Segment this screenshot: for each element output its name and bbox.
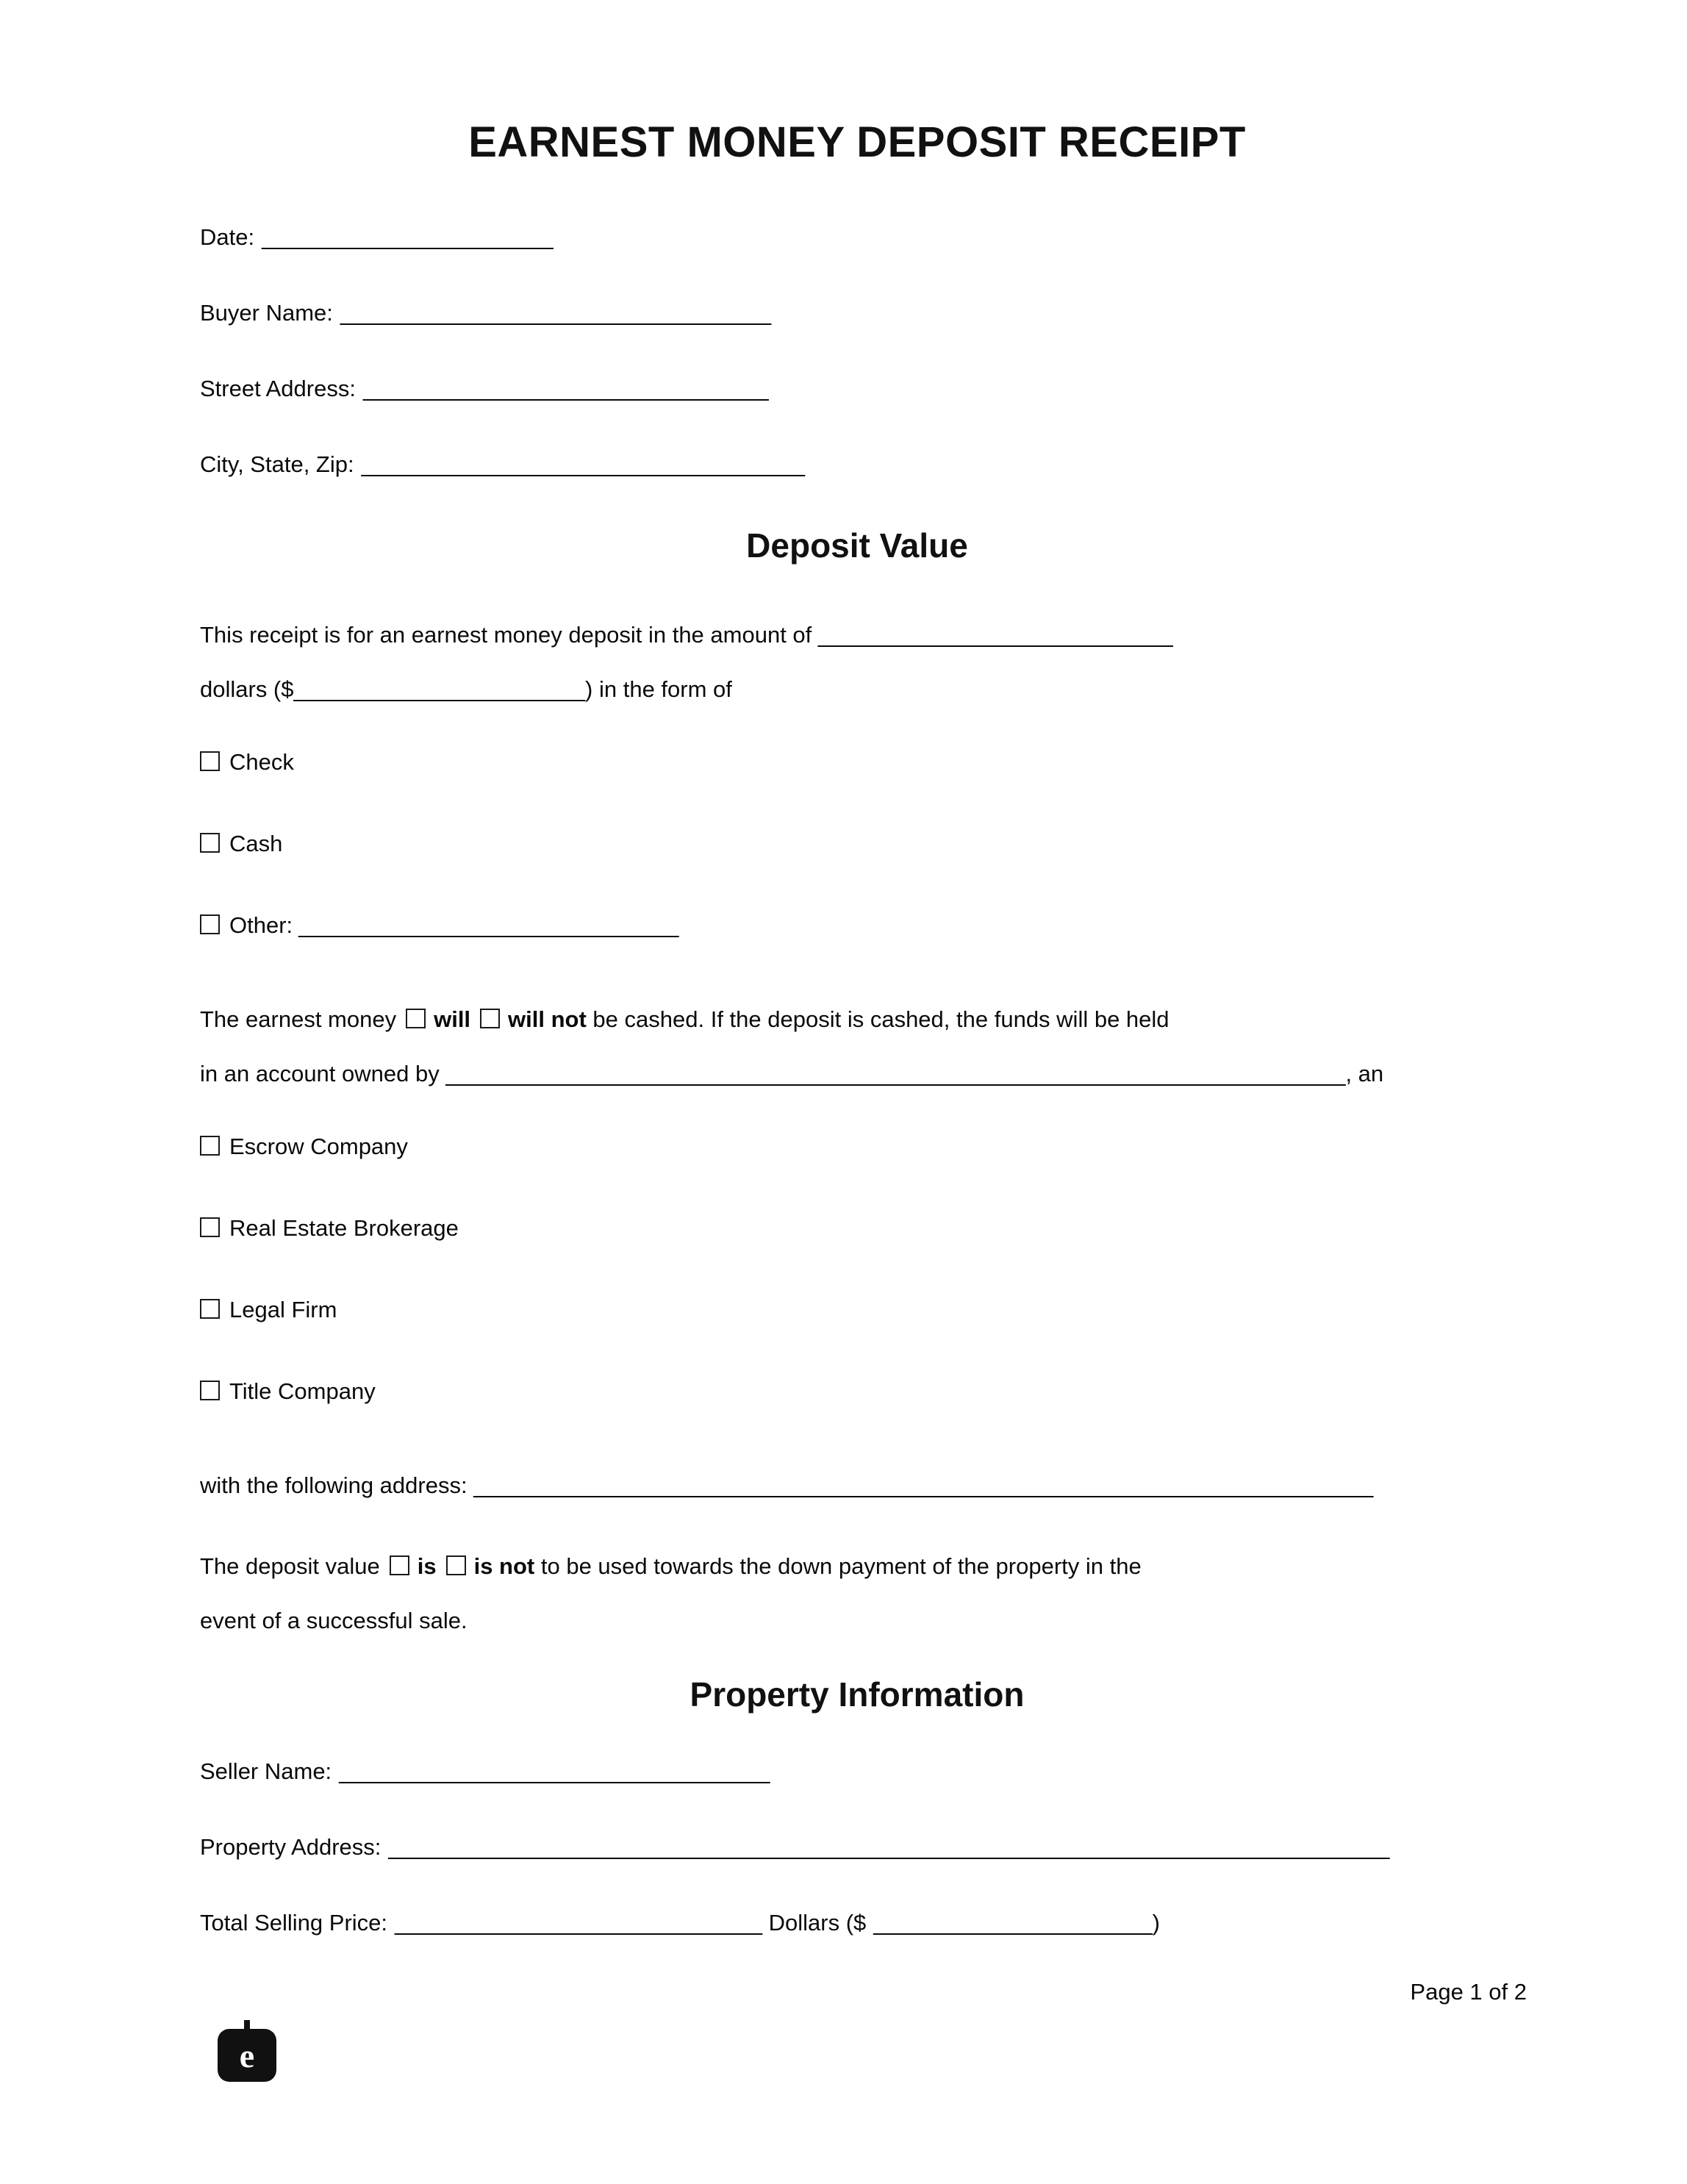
total-selling-price-field-row xyxy=(200,1908,1514,1938)
is-option-label: is xyxy=(417,1553,437,1579)
eforms-logo xyxy=(218,2020,276,2082)
real-estate-brokerage-checkbox-icon[interactable] xyxy=(200,1217,220,1237)
holder-option-title-company-label: Title Company xyxy=(229,1378,376,1404)
escrow-company-checkbox-icon[interactable] xyxy=(200,1136,220,1156)
cash-checkbox-icon[interactable] xyxy=(200,833,220,853)
document-title: EARNEST MONEY DEPOSIT RECEIPT xyxy=(468,118,1246,166)
title-company-checkbox-icon[interactable] xyxy=(200,1381,220,1400)
will-checkbox-icon[interactable] xyxy=(406,1009,426,1028)
other-checkbox-icon[interactable] xyxy=(200,914,220,934)
property-address-label: Property Address: xyxy=(200,1834,382,1860)
total-selling-price-label: Total Selling Price: xyxy=(200,1910,388,1936)
amount-words-blank[interactable]: ____________________________ xyxy=(817,622,1173,648)
price-close-paren: ) xyxy=(1152,1910,1160,1936)
deposit-intro-text-1: This receipt is for an earnest money deposit in the amount of xyxy=(200,622,818,648)
holder-address-line xyxy=(200,1458,1514,1513)
deposit-value-heading: Deposit Value xyxy=(746,526,968,565)
street-address-blank[interactable]: ________________________________ xyxy=(362,376,769,401)
holder-option-escrow-label: Escrow Company xyxy=(229,1134,408,1159)
will-not-option-label: will not xyxy=(508,1006,587,1032)
cashed-clause-text-2: be cashed. If the deposit is cashed, the funds will be held xyxy=(586,1006,1170,1032)
date-field-row xyxy=(200,223,1514,252)
down-payment-clause-paragraph xyxy=(200,1539,1514,1648)
payment-option-cash-label: Cash xyxy=(229,831,283,856)
deposit-intro-text-2: dollars ($ xyxy=(200,676,294,702)
payment-option-check-row xyxy=(200,748,1514,777)
buyer-name-blank[interactable]: __________________________________ xyxy=(340,300,772,326)
cashed-clause-paragraph xyxy=(200,992,1514,1101)
date-blank[interactable]: _______________________ xyxy=(262,224,554,250)
holder-option-brokerage-row xyxy=(200,1214,1514,1243)
holder-option-legal-firm-row xyxy=(200,1295,1514,1325)
other-payment-blank[interactable]: ______________________________ xyxy=(298,912,679,938)
is-not-option-label: is not xyxy=(473,1553,535,1579)
amount-numeric-blank[interactable]: _______________________ xyxy=(293,676,586,702)
holder-option-escrow-row xyxy=(200,1132,1514,1161)
selling-price-numeric-blank[interactable]: ______________________ xyxy=(873,1910,1153,1936)
deposit-intro-text-3: ) in the form of xyxy=(585,676,732,702)
check-checkbox-icon[interactable] xyxy=(200,751,220,771)
holder-address-label: with the following address: xyxy=(200,1472,474,1498)
cashed-clause-text-4: , an xyxy=(1345,1061,1384,1086)
legal-firm-checkbox-icon[interactable] xyxy=(200,1299,220,1319)
holder-option-legal-firm-label: Legal Firm xyxy=(229,1297,337,1322)
city-state-zip-label: City, State, Zip: xyxy=(200,451,354,477)
cashed-clause-text-1: The earnest money xyxy=(200,1006,397,1032)
city-state-zip-blank[interactable]: ___________________________________ xyxy=(361,451,806,477)
payment-option-cash-row xyxy=(200,829,1514,859)
is-not-checkbox-icon[interactable] xyxy=(446,1555,466,1575)
account-owner-blank[interactable]: _______________________________________________________________________ xyxy=(445,1061,1346,1086)
seller-name-blank[interactable]: __________________________________ xyxy=(339,1758,770,1784)
deposit-intro-paragraph xyxy=(200,608,1514,717)
will-not-checkbox-icon[interactable] xyxy=(480,1009,500,1028)
payment-option-other-label: Other: xyxy=(229,912,293,938)
holder-option-brokerage-label: Real Estate Brokerage xyxy=(229,1215,459,1241)
will-option-label: will xyxy=(434,1006,471,1032)
page-number: Page 1 of 2 xyxy=(1410,1979,1527,2005)
buyer-name-label: Buyer Name: xyxy=(200,300,333,326)
is-checkbox-icon[interactable] xyxy=(390,1555,409,1575)
selling-price-words-blank[interactable]: _____________________________ xyxy=(395,1910,762,1936)
street-address-field-row xyxy=(200,374,1514,404)
seller-name-label: Seller Name: xyxy=(200,1758,332,1784)
payment-option-other-row xyxy=(200,911,1514,940)
down-payment-text-1: The deposit value xyxy=(200,1553,380,1579)
eforms-logo-letter: e xyxy=(239,2037,255,2074)
seller-name-field-row xyxy=(200,1757,1514,1786)
street-address-label: Street Address: xyxy=(200,376,356,401)
holder-option-title-company-row xyxy=(200,1377,1514,1406)
eforms-logo-box xyxy=(218,2029,276,2082)
buyer-info-block xyxy=(200,223,1514,479)
holder-address-blank[interactable]: _______________________________________________________________________ xyxy=(473,1472,1374,1498)
payment-option-check-label: Check xyxy=(229,749,294,775)
date-label: Date: xyxy=(200,224,255,250)
down-payment-text-3: event of a successful sale. xyxy=(200,1608,468,1633)
buyer-name-field-row xyxy=(200,298,1514,328)
city-state-zip-field-row xyxy=(200,450,1514,479)
cashed-clause-text-3: in an account owned by xyxy=(200,1061,446,1086)
property-information-heading: Property Information xyxy=(690,1675,1025,1714)
dollars-label: Dollars ($ xyxy=(762,1910,867,1936)
property-address-field-row xyxy=(200,1833,1514,1862)
property-address-blank[interactable]: _______________________________________________________________________________ xyxy=(388,1834,1390,1860)
down-payment-text-2: to be used towards the down payment of the property in the xyxy=(534,1553,1142,1579)
